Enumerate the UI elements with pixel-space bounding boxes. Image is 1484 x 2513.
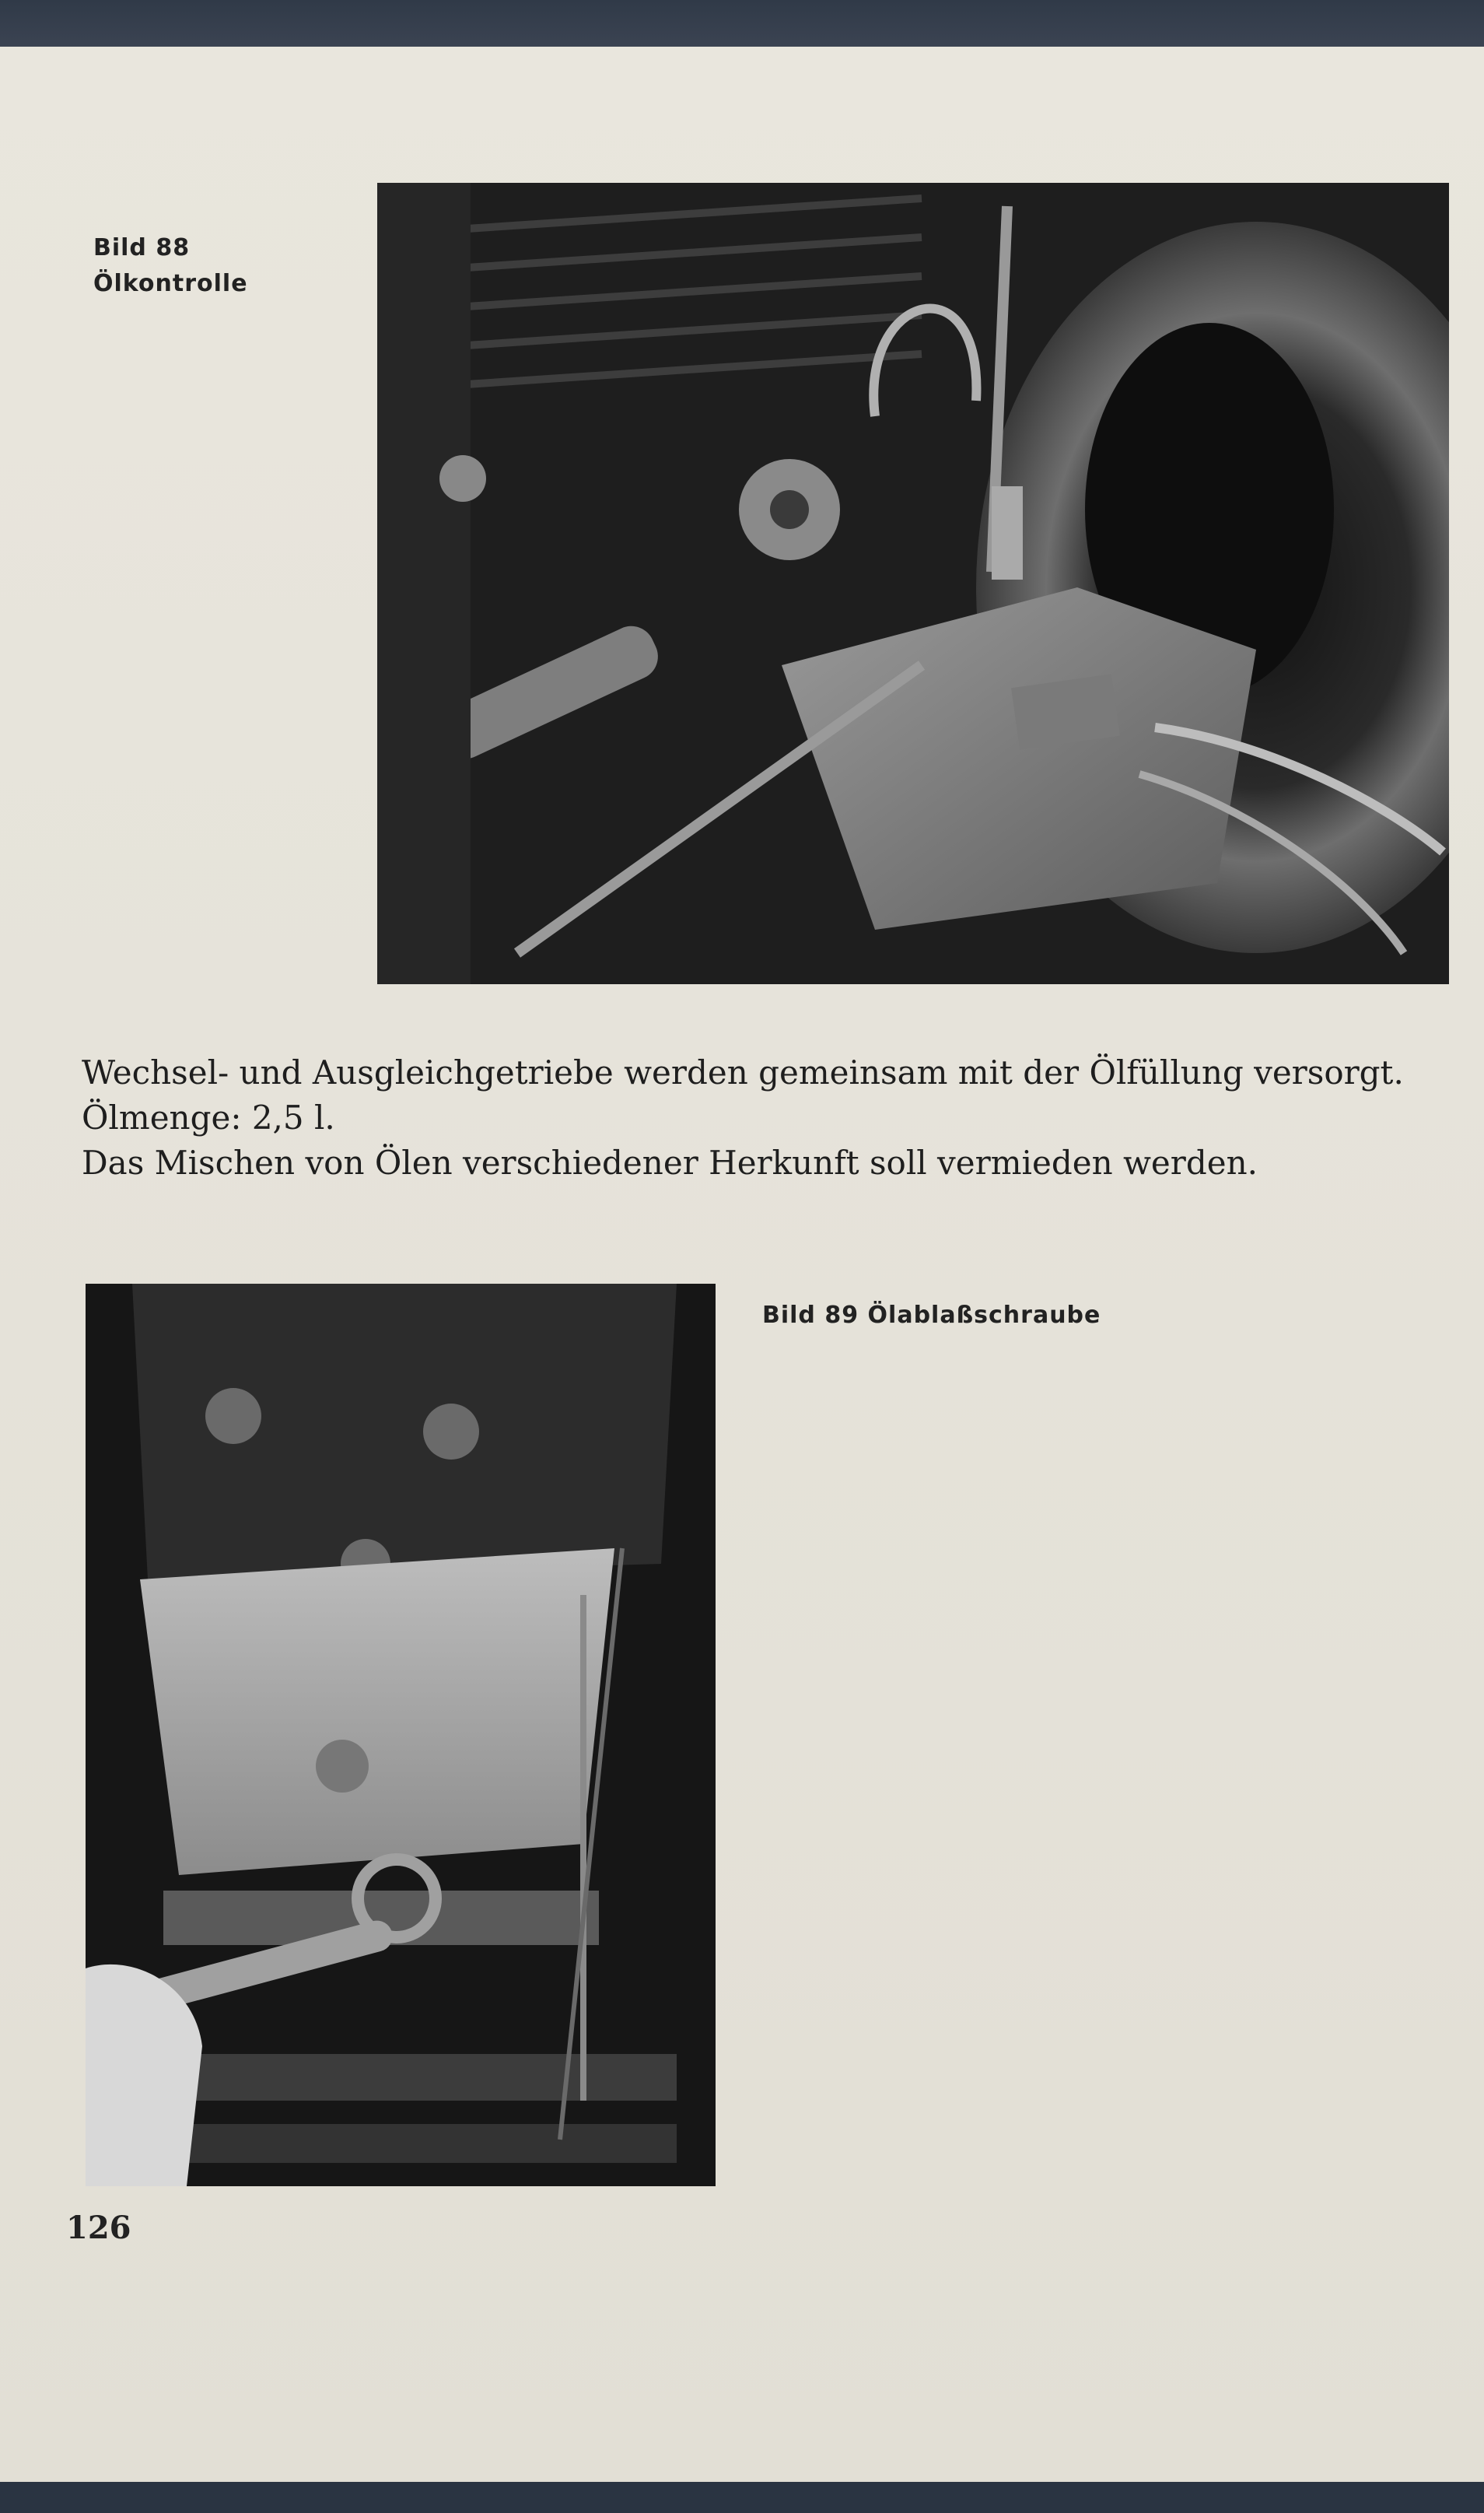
figure-88-photo: [377, 183, 1449, 984]
figure-89-caption: Bild 89 Ölablaßschraube: [762, 1302, 1101, 1329]
body-line-3: Das Mischen von Ölen verschiedener Herkunft soll vermieden werden.: [82, 1144, 1258, 1182]
body-line-2: Ölmenge: 2,5 l.: [82, 1099, 335, 1137]
engine-photo-image: [377, 183, 1449, 984]
body-text: [82, 1050, 1451, 1186]
figure-88-title: Ölkontrolle: [93, 270, 248, 297]
figure-89-photo: [86, 1284, 716, 2186]
book-top-edge: [0, 0, 1484, 47]
body-line-1: Wechsel- und Ausgleichgetriebe werden gemeinsam mit der Ölfüllung versorgt.: [82, 1053, 1404, 1092]
drain-plug-photo-image: [86, 1284, 716, 2186]
page-number: 126: [66, 2210, 131, 2246]
figure-88-caption: [93, 230, 248, 302]
figure-88-label: Bild 88: [93, 234, 191, 261]
book-page: [0, 47, 1484, 2482]
